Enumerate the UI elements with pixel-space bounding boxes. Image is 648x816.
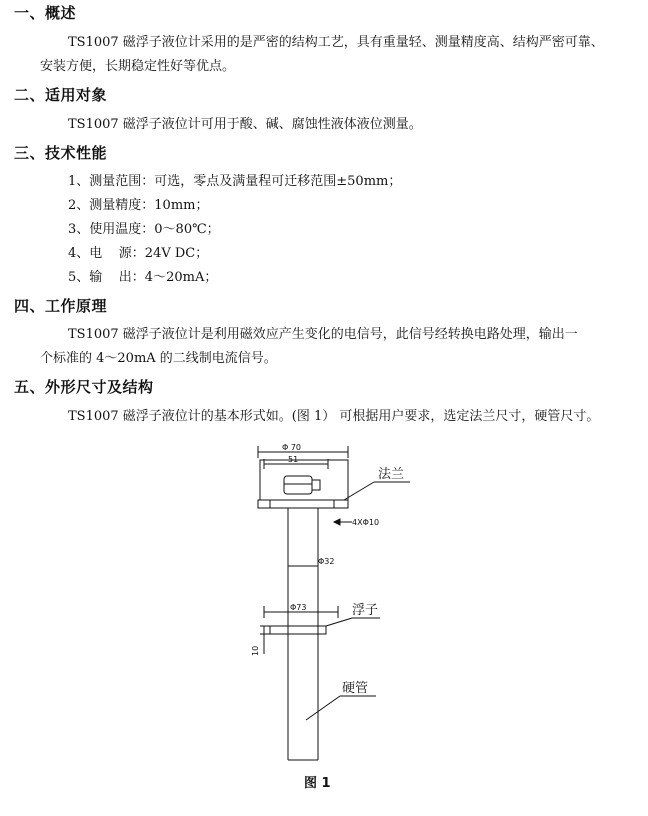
figure-caption: 图 1 <box>304 776 331 791</box>
section-2-line-1: TS1007 磁浮子液位计可用于酸、碱、腐蚀性液体液位测量。 <box>68 117 422 132</box>
spec-item: 2、测量精度：10mm； <box>68 198 209 213</box>
spec-item: 1、测量范围：可选，零点及满量程可迁移范围±50mm； <box>68 174 402 189</box>
cable-gland <box>312 480 320 490</box>
label-tube: 硬管 <box>342 681 369 696</box>
section-2-title: 二、适用对象 <box>14 86 108 104</box>
float-leader <box>326 618 352 626</box>
label-phi32: Φ32 <box>318 557 335 566</box>
tube-leader <box>306 696 340 720</box>
section-5-line-1: TS1007 磁浮子液位计的基本形式如。(图 1） 可根据用户要求，选定法兰尺寸，硬管尺寸。 <box>68 409 600 424</box>
section-4-line-1: TS1007 磁浮子液位计是利用磁效应产生变化的电信号，此信号经转换电路处理，输出一 <box>68 327 578 342</box>
spec-item: 3、使用温度：0～80℃； <box>68 222 220 237</box>
section-4-line-2: 个标准的 4～20mA 的二线制电流信号。 <box>40 351 277 366</box>
section-1-line-1: TS1007 磁浮子液位计采用的是严密的结构工艺，具有重量轻、测量精度高、结构严密可靠、 <box>68 35 604 50</box>
label-51: 51 <box>288 455 299 464</box>
label-bolt: 4XΦ10 <box>352 518 380 527</box>
gauge-drawing <box>240 440 440 780</box>
label-flange: 法兰 <box>378 467 405 482</box>
label-float: 浮子 <box>352 603 379 618</box>
junction-head <box>284 476 312 494</box>
label-phi70: Φ 70 <box>282 443 302 452</box>
section-5-title: 五、外形尺寸及结构 <box>14 378 154 396</box>
label-phi73: Φ73 <box>290 603 307 612</box>
section-4-title: 四、工作原理 <box>14 297 108 315</box>
section-3-title: 三、技术性能 <box>14 144 108 162</box>
spec-item: 5、输 出：4～20mA； <box>68 270 218 285</box>
label-h10: 10 <box>251 645 260 656</box>
section-1-line-2: 安装方便，长期稳定性好等优点。 <box>40 59 236 74</box>
section-1-title: 一、概述 <box>14 4 77 22</box>
spec-item: 4、电 源：24V DC； <box>68 246 209 261</box>
